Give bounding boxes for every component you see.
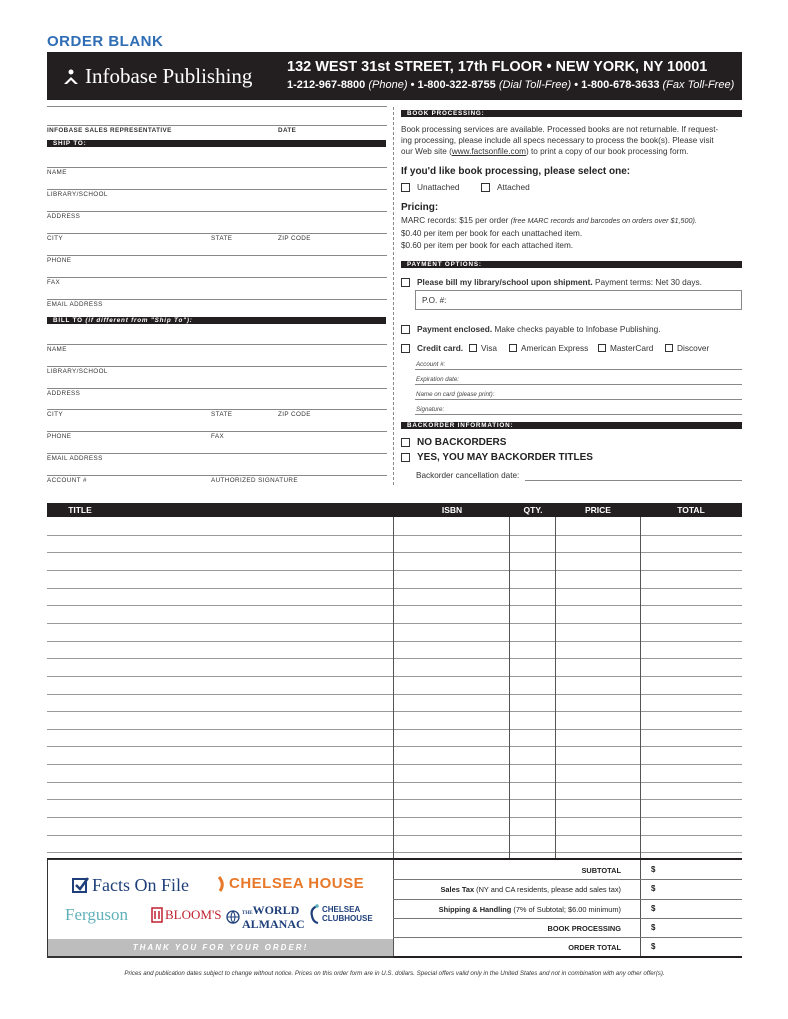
ship-address-field[interactable] — [47, 211, 387, 212]
table-row[interactable] — [47, 658, 742, 659]
unattached-checkbox[interactable] — [401, 183, 410, 192]
ship-phone-label: PHONE — [47, 257, 72, 264]
world-almanac-logo: THEWORLD ALMANAC — [226, 905, 305, 929]
ship-email-field[interactable] — [47, 299, 387, 300]
table-row[interactable] — [47, 711, 742, 712]
book-processing-heading: BOOK PROCESSING: — [401, 110, 742, 117]
no-backorders-checkbox[interactable] — [401, 438, 410, 447]
amex-checkbox[interactable] — [509, 344, 517, 352]
payment-options-heading: PAYMENT OPTIONS: — [401, 261, 742, 268]
visa-option[interactable]: Visa — [469, 343, 497, 353]
ship-to-heading: SHIP TO: — [47, 140, 386, 147]
table-row[interactable] — [47, 694, 742, 695]
divider — [47, 106, 387, 107]
account-field[interactable] — [47, 475, 387, 476]
bill-zip-label: ZIP CODE — [278, 411, 311, 418]
table-row[interactable] — [47, 641, 742, 642]
bill-library-option[interactable]: Please bill my library/school upon shipment. Payment terms: Net 30 days. — [401, 277, 702, 287]
totals-rule — [393, 899, 742, 900]
table-row[interactable] — [47, 605, 742, 606]
table-row[interactable] — [47, 588, 742, 589]
sales-tax-label: Sales Tax (NY and CA residents, please add sales tax) — [440, 885, 621, 894]
book-processing-total-label: BOOK PROCESSING — [547, 924, 621, 933]
bill-name-label: NAME — [47, 346, 67, 353]
order-total-field[interactable]: $ — [651, 942, 656, 951]
sales-tax-field[interactable]: $ — [651, 884, 656, 893]
po-label: P.O. #: — [422, 296, 447, 305]
ferguson-logo: Ferguson — [65, 905, 128, 924]
bill-fax-label: FAX — [211, 433, 225, 440]
sales-rep-label: INFOBASE SALES REPRESENTATIVE — [47, 127, 172, 134]
sales-rep-field[interactable] — [47, 125, 387, 126]
bill-email-field[interactable] — [47, 453, 387, 454]
payment-enclosed-checkbox[interactable] — [401, 325, 410, 334]
book-processing-field[interactable]: $ — [651, 923, 656, 932]
col-qty: QTY. — [523, 505, 543, 515]
mastercard-option[interactable]: MasterCard — [598, 343, 653, 353]
blooms-logo: BLOOM'S — [151, 907, 222, 923]
ship-email-label: EMAIL ADDRESS — [47, 301, 103, 308]
totals-rule — [393, 918, 742, 919]
table-row[interactable] — [47, 623, 742, 624]
account-label: ACCOUNT # — [47, 477, 87, 484]
bill-name-field[interactable] — [47, 344, 387, 345]
unattached-pricing: $0.40 per item per book for each unattached item. — [401, 229, 583, 238]
chelsea-clubhouse-logo: CHELSEA CLUBHOUSE — [309, 903, 373, 925]
table-row[interactable] — [47, 676, 742, 677]
bill-address-field[interactable] — [47, 388, 387, 389]
table-row[interactable] — [47, 764, 742, 765]
header-banner — [47, 52, 742, 100]
col-price: PRICE — [585, 505, 611, 515]
bill-library-field[interactable] — [47, 366, 387, 367]
ship-fax-field[interactable] — [47, 277, 387, 278]
attached-option[interactable]: Attached — [481, 182, 530, 192]
clubhouse-icon — [309, 903, 320, 925]
mastercard-checkbox[interactable] — [598, 344, 606, 352]
table-row[interactable] — [47, 835, 742, 836]
ship-zip-label: ZIP CODE — [278, 235, 311, 242]
blooms-mark-icon — [151, 907, 163, 923]
totals-rule — [393, 937, 742, 938]
discover-checkbox[interactable] — [665, 344, 673, 352]
col-divider-total — [640, 517, 641, 958]
expiration-field[interactable] — [415, 384, 742, 385]
table-row[interactable] — [47, 817, 742, 818]
expiration-label: Expiration date: — [416, 376, 459, 383]
bill-to-heading: BILL TO (if different from "Ship To"): — [47, 317, 386, 324]
card-account-label: Account #: — [416, 361, 446, 368]
totals-rule — [393, 879, 742, 880]
shipping-field[interactable]: $ — [651, 904, 656, 913]
col-isbn: ISBN — [441, 505, 463, 515]
po-number-input[interactable] — [415, 290, 742, 310]
ship-fax-label: FAX — [47, 279, 61, 286]
ship-library-field[interactable] — [47, 189, 387, 190]
authorized-signature-label: AUTHORIZED SIGNATURE — [211, 477, 298, 484]
credit-card-option[interactable]: Credit card. — [401, 343, 463, 353]
ship-state-label: STATE — [211, 235, 233, 242]
table-row[interactable] — [47, 729, 742, 730]
table-row[interactable] — [47, 570, 742, 571]
card-signature-field[interactable] — [415, 414, 742, 415]
ship-name-field[interactable] — [47, 167, 387, 168]
name-on-card-field[interactable] — [415, 399, 742, 400]
checkbox-icon — [72, 877, 89, 894]
marc-pricing: MARC records: $15 per order (free MARC records and barcodes on orders over $1,500). — [401, 216, 697, 225]
pricing-title: Pricing: — [401, 202, 439, 213]
globe-icon — [226, 910, 240, 924]
table-row[interactable] — [47, 535, 742, 536]
table-row[interactable] — [47, 799, 742, 800]
attached-checkbox[interactable] — [481, 183, 490, 192]
bill-city-field[interactable] — [47, 409, 387, 410]
discover-option[interactable]: Discover — [665, 343, 709, 353]
bill-city-label: CITY — [47, 411, 63, 418]
infobase-logo — [63, 64, 252, 89]
footer-disclaimer: Prices and publication dates subject to change without notice. Prices on this order form are in U.S. dollars. Special offers valid only in the United States and not in combination with any other offer(s). — [124, 970, 665, 977]
totals-bottom-rule — [393, 956, 742, 958]
subtotal-label: SUBTOTAL — [581, 866, 621, 875]
bill-address-label: ADDRESS — [47, 390, 81, 397]
reader-icon — [63, 69, 79, 85]
bill-library-label: LIBRARY/SCHOOL — [47, 368, 108, 375]
company-address: 132 WEST 31st STREET, 17th FLOOR • NEW YORK, NY 10001 — [287, 59, 708, 75]
page-title: ORDER BLANK — [47, 33, 164, 50]
logos-bottom-rule — [47, 957, 394, 958]
processing-question: If you'd like book processing, please select one: — [401, 166, 631, 177]
bill-phone-label: PHONE — [47, 433, 72, 440]
bill-email-label: EMAIL ADDRESS — [47, 455, 103, 462]
shipping-label: Shipping & Handling (7% of Subtotal; $6.00 minimum) — [438, 905, 621, 914]
bill-library-checkbox[interactable] — [401, 278, 410, 287]
col-title: TITLE — [68, 505, 92, 515]
visa-checkbox[interactable] — [469, 344, 477, 352]
logo-text: Infobase Publishing — [85, 64, 253, 88]
card-signature-label: Signature: — [416, 406, 445, 413]
card-account-field[interactable] — [415, 369, 742, 370]
col-total: TOTAL — [677, 505, 705, 515]
column-divider — [393, 107, 394, 485]
ship-phone-field[interactable] — [47, 255, 387, 256]
no-backorders-option[interactable]: NO BACKORDERS — [401, 437, 506, 448]
table-row[interactable] — [47, 852, 742, 853]
factsonfile-link[interactable]: www.factsonfile.com — [451, 147, 526, 156]
yes-backorders-option[interactable]: YES, YOU MAY BACKORDER TITLES — [401, 452, 593, 463]
table-row[interactable] — [47, 746, 742, 747]
ship-library-label: LIBRARY/SCHOOL — [47, 191, 108, 198]
backorder-heading: BACKORDER INFORMATION: — [401, 422, 742, 429]
ship-name-label: NAME — [47, 169, 67, 176]
unattached-option[interactable]: Unattached — [401, 182, 459, 192]
backorder-cancel-field[interactable] — [525, 480, 742, 481]
yes-backorders-checkbox[interactable] — [401, 453, 410, 462]
order-total-label: ORDER TOTAL — [568, 943, 621, 952]
bill-state-label: STATE — [211, 411, 233, 418]
amex-option[interactable]: American Express — [509, 343, 588, 353]
payment-enclosed-option[interactable]: Payment enclosed. Make checks payable to Infobase Publishing. — [401, 324, 661, 334]
table-row[interactable] — [47, 782, 742, 783]
bill-phone-field[interactable] — [47, 431, 387, 432]
ship-city-label: CITY — [47, 235, 63, 242]
date-label: DATE — [278, 127, 297, 134]
name-on-card-label: Name on card (please print): — [416, 391, 495, 398]
phone-numbers: 1-212-967-8800 (Phone) • 1-800-322-8755 (Dial Toll-Free) • 1-800-678-3633 (Fax Toll-Free) — [287, 79, 735, 91]
brush-icon — [217, 876, 227, 892]
facts-on-file-logo: Facts On File — [72, 875, 189, 896]
thank-you-banner: THANK YOU FOR YOUR ORDER! — [48, 939, 393, 956]
backorder-cancel-label: Backorder cancellation date: — [416, 471, 520, 480]
order-table-header — [47, 503, 742, 517]
subtotal-field[interactable]: $ — [651, 865, 656, 874]
attached-pricing: $0.60 per item per book for each attached item. — [401, 241, 574, 250]
col-divider-price — [555, 517, 556, 858]
table-row[interactable] — [47, 552, 742, 553]
col-divider-qty — [509, 517, 510, 858]
ship-city-field[interactable] — [47, 233, 387, 234]
credit-card-checkbox[interactable] — [401, 344, 410, 353]
chelsea-house-logo: CHELSEA HOUSE — [217, 875, 364, 892]
ship-address-label: ADDRESS — [47, 213, 81, 220]
book-processing-description: Book processing services are available. Processed books are not returnable. If request- ing processing, please include all specs necessary to process the book(s). Please visit our Web site (www.factsonfile.com) to print a copy of our book processing form. — [401, 125, 719, 156]
